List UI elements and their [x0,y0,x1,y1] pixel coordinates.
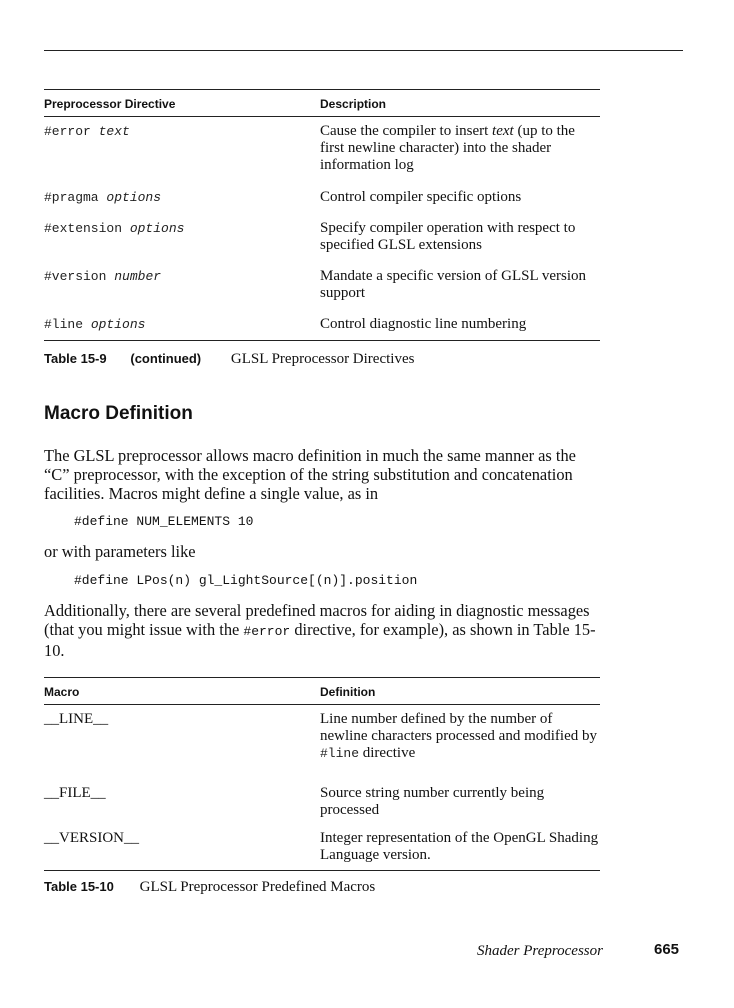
table-row: #pragma options Control compiler specific options [44,189,522,205]
table-predefined-macros [44,677,600,871]
header-macro: Macro [44,685,80,699]
table-header [44,678,600,704]
paragraph: Additionally, there are several predefined macros for aiding in diagnostic messages (that you might issue with the #error directive, for example), as shown in Table 15-10. [44,601,596,660]
table-row: #error text Cause the compiler to insert text (up to the first newline character) into the shader information log [44,123,575,173]
table-header [44,90,600,116]
header-description: Description [320,97,387,111]
table-preprocessor-directives [44,89,600,341]
code-example: #define LPos(n) gl_LightSource[(n)].position [74,573,418,588]
code-example: #define NUM_ELEMENTS 10 [74,514,254,529]
table-row: __FILE__ Source string number currently being processed [44,785,545,818]
paragraph: The GLSL preprocessor allows macro definition in much the same manner as the “C” preprocessor, with the exception of the string substitution and concatenation facilities. Macros might define a single value, as in [44,446,576,503]
section-heading: Macro Definition [44,403,193,424]
table-row: __VERSION__ Integer representation of the OpenGL Shading Language version. [44,830,599,863]
table-caption: Table 15-10 GLSL Preprocessor Predefined Macros [44,879,376,895]
header-directive: Preprocessor Directive [44,97,176,111]
table-row: #version number Mandate a specific version of GLSL version support [44,268,587,301]
table-row: #extension options Specify compiler operation with respect to specified GLSL extensions [44,220,576,253]
table-caption: Table 15-9 (continued) GLSL Preprocessor Directives [44,351,415,367]
page-number: 665 [654,941,680,958]
header-definition: Definition [320,685,376,699]
running-title: Shader Preprocessor [477,943,603,959]
table-row: __LINE__ Line number defined by the number of newline characters processed and modified by #line directive [44,711,597,761]
paragraph: or with parameters like [44,542,196,561]
top-rule [44,50,683,51]
table-row: #line options Control diagnostic line numbering [44,316,527,332]
